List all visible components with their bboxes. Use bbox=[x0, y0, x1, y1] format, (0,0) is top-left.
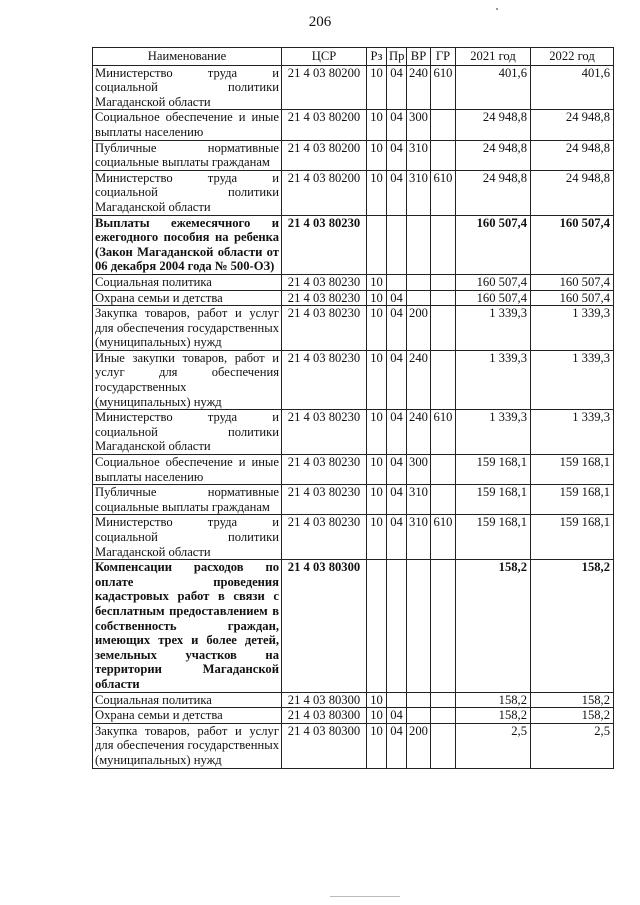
cell-vr: 200 bbox=[407, 306, 431, 351]
cell-y2022: 2,5 bbox=[531, 723, 614, 768]
cell-pr: 04 bbox=[387, 290, 407, 306]
table-row bbox=[93, 708, 614, 724]
cell-vr: 240 bbox=[407, 350, 431, 409]
cell-y2022: 158,2 bbox=[531, 708, 614, 724]
cell-y2021: 159 168,1 bbox=[456, 515, 531, 560]
cell-y2022: 1 339,3 bbox=[531, 350, 614, 409]
cell-y2022: 1 339,3 bbox=[531, 410, 614, 455]
cell-y2021: 159 168,1 bbox=[456, 455, 531, 485]
cell-y2021: 2,5 bbox=[456, 723, 531, 768]
cell-gr bbox=[431, 692, 456, 708]
cell-vr bbox=[407, 274, 431, 290]
cell-name: Публичные нормативные социальные выплаты гражданам bbox=[93, 140, 282, 170]
table-body bbox=[93, 65, 614, 768]
cell-vr: 310 bbox=[407, 485, 431, 515]
cell-y2021: 160 507,4 bbox=[456, 274, 531, 290]
cell-y2021: 24 948,8 bbox=[456, 170, 531, 215]
cell-gr: 610 bbox=[431, 170, 456, 215]
cell-gr bbox=[431, 215, 456, 274]
cell-pr: 04 bbox=[387, 170, 407, 215]
cell-csr: 21 4 03 80200 bbox=[282, 65, 367, 110]
table-row bbox=[93, 410, 614, 455]
cell-pr: 04 bbox=[387, 708, 407, 724]
cell-y2021: 24 948,8 bbox=[456, 140, 531, 170]
cell-y2022: 160 507,4 bbox=[531, 290, 614, 306]
cell-pr: 04 bbox=[387, 410, 407, 455]
cell-rz: 10 bbox=[367, 350, 387, 409]
cell-rz: 10 bbox=[367, 410, 387, 455]
cell-y2021: 158,2 bbox=[456, 692, 531, 708]
scan-speck bbox=[496, 8, 498, 10]
cell-csr: 21 4 03 80230 bbox=[282, 455, 367, 485]
cell-name: Публичные нормативные социальные выплаты гражданам bbox=[93, 485, 282, 515]
cell-y2022: 160 507,4 bbox=[531, 274, 614, 290]
cell-pr: 04 bbox=[387, 723, 407, 768]
cell-y2021: 1 339,3 bbox=[456, 410, 531, 455]
cell-rz: 10 bbox=[367, 485, 387, 515]
table-row bbox=[93, 692, 614, 708]
cell-rz: 10 bbox=[367, 306, 387, 351]
cell-rz: 10 bbox=[367, 692, 387, 708]
cell-y2021: 158,2 bbox=[456, 708, 531, 724]
cell-csr: 21 4 03 80200 bbox=[282, 140, 367, 170]
header-csr: ЦСР bbox=[282, 48, 367, 66]
cell-pr: 04 bbox=[387, 455, 407, 485]
cell-y2021: 158,2 bbox=[456, 560, 531, 692]
cell-gr: 610 bbox=[431, 410, 456, 455]
cell-rz: 10 bbox=[367, 140, 387, 170]
table-row bbox=[93, 455, 614, 485]
table-row bbox=[93, 140, 614, 170]
cell-gr bbox=[431, 350, 456, 409]
cell-vr: 240 bbox=[407, 410, 431, 455]
cell-y2021: 24 948,8 bbox=[456, 110, 531, 140]
cell-name: Министерство труда и социальной политики Магаданской области bbox=[93, 515, 282, 560]
cell-name: Охрана семьи и детства bbox=[93, 708, 282, 724]
cell-vr: 200 bbox=[407, 723, 431, 768]
cell-gr bbox=[431, 708, 456, 724]
table-row bbox=[93, 723, 614, 768]
cell-vr: 300 bbox=[407, 110, 431, 140]
cell-pr: 04 bbox=[387, 140, 407, 170]
cell-rz: 10 bbox=[367, 170, 387, 215]
cell-y2022: 158,2 bbox=[531, 560, 614, 692]
cell-y2022: 159 168,1 bbox=[531, 515, 614, 560]
table-row bbox=[93, 560, 614, 692]
cell-gr bbox=[431, 723, 456, 768]
cell-name: Министерство труда и социальной политики Магаданской области bbox=[93, 410, 282, 455]
cell-y2021: 160 507,4 bbox=[456, 290, 531, 306]
table-row bbox=[93, 290, 614, 306]
cell-rz: 10 bbox=[367, 455, 387, 485]
cell-name: Охрана семьи и детства bbox=[93, 290, 282, 306]
cell-y2021: 401,6 bbox=[456, 65, 531, 110]
cell-name: Выплаты ежемесячного и ежегодного пособия на ребенка (Закон Магаданской области от 06 декабря 2004 года № 500-ОЗ) bbox=[93, 215, 282, 274]
cell-name: Социальная политика bbox=[93, 274, 282, 290]
cell-pr: 04 bbox=[387, 306, 407, 351]
cell-vr bbox=[407, 215, 431, 274]
cell-pr: 04 bbox=[387, 65, 407, 110]
cell-vr: 240 bbox=[407, 65, 431, 110]
cell-rz: 10 bbox=[367, 515, 387, 560]
cell-csr: 21 4 03 80300 bbox=[282, 692, 367, 708]
cell-csr: 21 4 03 80230 bbox=[282, 306, 367, 351]
cell-gr bbox=[431, 306, 456, 351]
header-pr: Пр bbox=[387, 48, 407, 66]
cell-csr: 21 4 03 80200 bbox=[282, 170, 367, 215]
cell-vr: 310 bbox=[407, 515, 431, 560]
cell-pr bbox=[387, 692, 407, 708]
table-row bbox=[93, 274, 614, 290]
cell-name: Социальная политика bbox=[93, 692, 282, 708]
cell-pr bbox=[387, 560, 407, 692]
cell-y2021: 1 339,3 bbox=[456, 306, 531, 351]
header-2021: 2021 год bbox=[456, 48, 531, 66]
cell-vr: 310 bbox=[407, 140, 431, 170]
table-row bbox=[93, 65, 614, 110]
cell-y2021: 159 168,1 bbox=[456, 485, 531, 515]
cell-name: Компенсации расходов по оплате проведения кадастровых работ в связи с бесплатным предоставлением в собственность граждан, имеющих трех и более детей, земельных участков на территории Магаданской области bbox=[93, 560, 282, 692]
table-row bbox=[93, 350, 614, 409]
cell-csr: 21 4 03 80230 bbox=[282, 290, 367, 306]
cell-rz: 10 bbox=[367, 65, 387, 110]
cell-y2022: 1 339,3 bbox=[531, 306, 614, 351]
cell-gr bbox=[431, 140, 456, 170]
cell-y2022: 401,6 bbox=[531, 65, 614, 110]
cell-pr: 04 bbox=[387, 350, 407, 409]
table-row bbox=[93, 170, 614, 215]
header-2022: 2022 год bbox=[531, 48, 614, 66]
cell-y2022: 159 168,1 bbox=[531, 455, 614, 485]
cell-pr: 04 bbox=[387, 110, 407, 140]
cell-csr: 21 4 03 80230 bbox=[282, 410, 367, 455]
cell-vr bbox=[407, 692, 431, 708]
header-rz: Рз bbox=[367, 48, 387, 66]
cell-csr: 21 4 03 80300 bbox=[282, 708, 367, 724]
cell-gr: 610 bbox=[431, 65, 456, 110]
cell-vr bbox=[407, 290, 431, 306]
cell-name: Социальное обеспечение и иные выплаты населению bbox=[93, 455, 282, 485]
cell-y2022: 24 948,8 bbox=[531, 170, 614, 215]
cell-rz bbox=[367, 560, 387, 692]
cell-vr bbox=[407, 708, 431, 724]
cell-pr bbox=[387, 274, 407, 290]
table-row bbox=[93, 215, 614, 274]
cell-csr: 21 4 03 80230 bbox=[282, 485, 367, 515]
cell-rz: 10 bbox=[367, 723, 387, 768]
cell-y2021: 1 339,3 bbox=[456, 350, 531, 409]
cell-gr: 610 bbox=[431, 515, 456, 560]
cell-rz: 10 bbox=[367, 708, 387, 724]
table-header-row bbox=[93, 48, 614, 66]
cell-y2022: 160 507,4 bbox=[531, 215, 614, 274]
header-name: Наименование bbox=[93, 48, 282, 66]
cell-csr: 21 4 03 80230 bbox=[282, 215, 367, 274]
cell-csr: 21 4 03 80300 bbox=[282, 560, 367, 692]
table-row bbox=[93, 110, 614, 140]
cell-gr bbox=[431, 560, 456, 692]
cell-rz: 10 bbox=[367, 274, 387, 290]
header-vr: ВР bbox=[407, 48, 431, 66]
cell-csr: 21 4 03 80200 bbox=[282, 110, 367, 140]
cell-y2021: 160 507,4 bbox=[456, 215, 531, 274]
scan-artifact-line bbox=[330, 896, 400, 897]
cell-y2022: 24 948,8 bbox=[531, 140, 614, 170]
cell-gr bbox=[431, 274, 456, 290]
cell-vr bbox=[407, 560, 431, 692]
cell-gr bbox=[431, 110, 456, 140]
cell-csr: 21 4 03 80230 bbox=[282, 515, 367, 560]
header-gr: ГР bbox=[431, 48, 456, 66]
cell-csr: 21 4 03 80300 bbox=[282, 723, 367, 768]
cell-pr bbox=[387, 215, 407, 274]
cell-pr: 04 bbox=[387, 515, 407, 560]
budget-table bbox=[92, 47, 614, 769]
cell-pr: 04 bbox=[387, 485, 407, 515]
cell-name: Социальное обеспечение и иные выплаты населению bbox=[93, 110, 282, 140]
cell-rz bbox=[367, 215, 387, 274]
cell-name: Закупка товаров, работ и услуг для обеспечения государственных (муниципальных) нужд bbox=[93, 723, 282, 768]
cell-y2022: 158,2 bbox=[531, 692, 614, 708]
cell-rz: 10 bbox=[367, 110, 387, 140]
cell-gr bbox=[431, 290, 456, 306]
cell-y2022: 24 948,8 bbox=[531, 110, 614, 140]
cell-gr bbox=[431, 455, 456, 485]
cell-y2022: 159 168,1 bbox=[531, 485, 614, 515]
cell-csr: 21 4 03 80230 bbox=[282, 350, 367, 409]
cell-csr: 21 4 03 80230 bbox=[282, 274, 367, 290]
cell-vr: 310 bbox=[407, 170, 431, 215]
table-row bbox=[93, 306, 614, 351]
cell-name: Министерство труда и социальной политики Магаданской области bbox=[93, 170, 282, 215]
cell-vr: 300 bbox=[407, 455, 431, 485]
table-row bbox=[93, 485, 614, 515]
cell-name: Иные закупки товаров, работ и услуг для обеспечения государственных (муниципальных) нужд bbox=[93, 350, 282, 409]
cell-gr bbox=[431, 485, 456, 515]
cell-name: Министерство труда и социальной политики Магаданской области bbox=[93, 65, 282, 110]
page-number: 206 bbox=[308, 14, 332, 30]
cell-rz: 10 bbox=[367, 290, 387, 306]
cell-name: Закупка товаров, работ и услуг для обеспечения государственных (муниципальных) нужд bbox=[93, 306, 282, 351]
table-row bbox=[93, 515, 614, 560]
